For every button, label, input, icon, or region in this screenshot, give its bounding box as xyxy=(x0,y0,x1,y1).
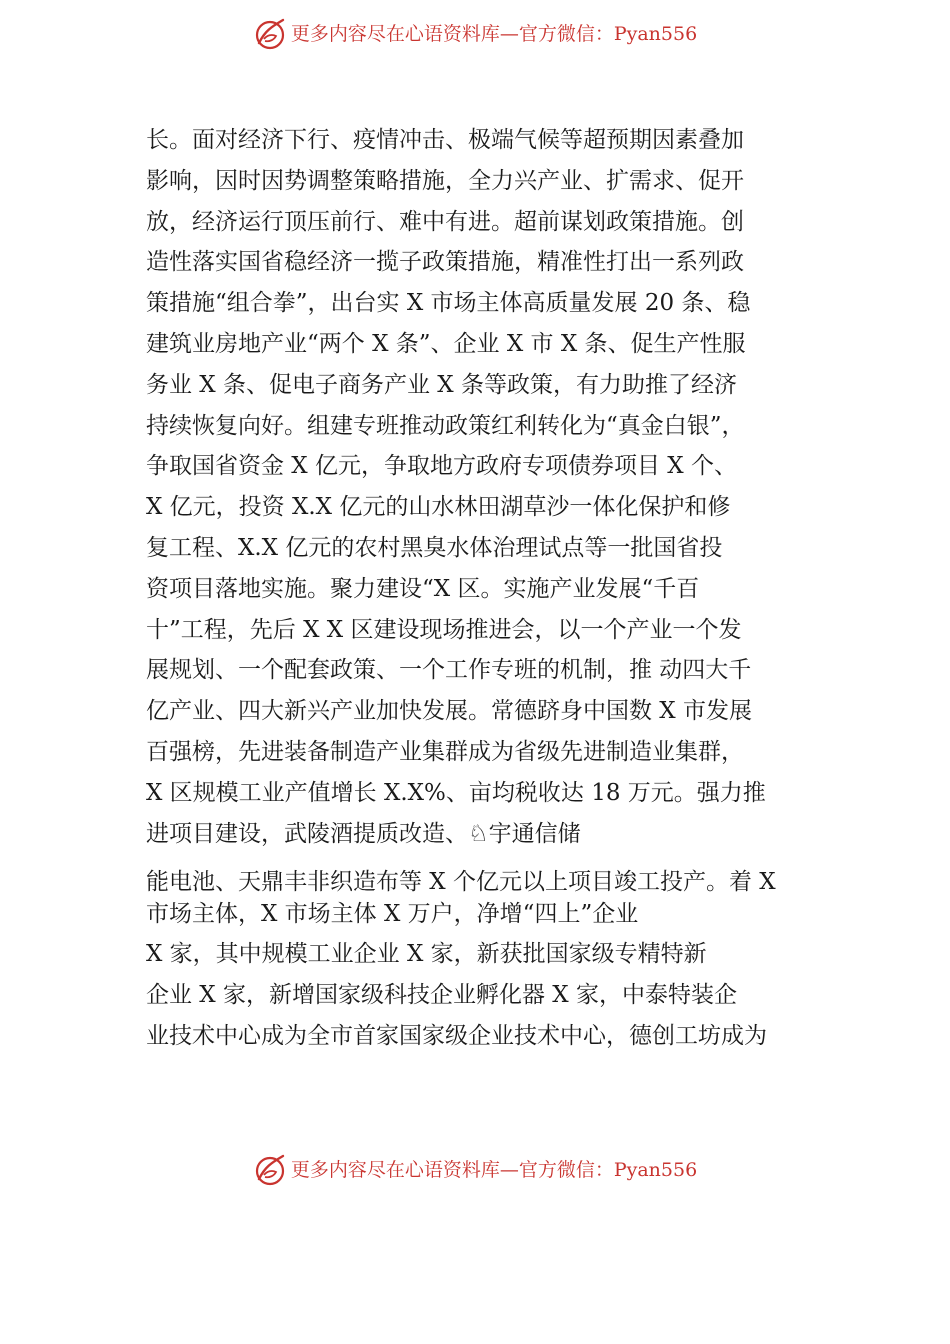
watermark-text: 更多内容尽在心语资料库—官方微信：Pyan556 xyxy=(290,1158,698,1181)
text-line: 长。面对经济下行、疫情冲击、极端气候等超预期因素叠加 xyxy=(146,127,744,153)
watermark-text: 更多内容尽在心语资料库—官方微信：Pyan556 xyxy=(290,22,698,45)
text-line: 建筑业房地产业“两个 X 条”、企业 X 市 X 条、促生产性服 xyxy=(146,330,746,357)
text-line: 造性落实国省稳经济一揽子政策措施，精准性打出一系列政 xyxy=(146,249,744,276)
text-line: 复工程、X.X 亿元的农村黑臭水体治理试点等一批国省投 xyxy=(146,534,723,561)
header-watermark xyxy=(0,14,950,54)
text-line: 放，经济运行顶压前行、难中有进。超前谋划政策措施。创 xyxy=(146,208,744,235)
text-line: 市场主体，X 市场主体 X 万户，净增“四上”企业 xyxy=(146,901,639,928)
text-line: 百强榜，先进装备制造产业集群成为省级先进制造业集群， xyxy=(146,738,744,765)
text-line: 亿产业、四大新兴产业加快发展。常德跻身中国数 X 市发展 xyxy=(146,698,752,725)
text-line: 进项目建设，武陵酒提质改造、♘宇通信储 xyxy=(146,820,581,847)
text-line: 能电池、天鼎丰非织造布等 X 个亿元以上项目竣工投产。着 X xyxy=(146,869,776,896)
text-line: 业技术中心成为全市首家国家级企业技术中心，德创工坊成为 xyxy=(146,1022,767,1049)
footer-watermark xyxy=(0,1150,950,1190)
text-line: 十”工程，先后 X X 区建设现场推进会，以一个产业一个发 xyxy=(146,616,742,643)
sign-pen-circle-icon xyxy=(253,17,287,51)
text-line: 展规划、一个配套政策、一个工作专班的机制，推 动四大千 xyxy=(146,657,752,684)
text-line: 务业 X 条、促电子商务产业 X 条等政策，有力助推了经济 xyxy=(146,371,737,398)
text-line: 持续恢复向好。组建专班推动政策红利转化为“真金白银”， xyxy=(146,412,745,439)
text-line: 资项目落地实施。聚力建设“X 区。实施产业发展“千百 xyxy=(146,575,700,602)
text-line: X 区规模工业产值增长 X.X%、亩均税收达 18 万元。强力推 xyxy=(146,779,766,806)
document-body xyxy=(146,120,816,1057)
text-line: 争取国省资金 X 亿元，争取地方政府专项债券项目 X 个、 xyxy=(146,453,737,480)
text-line: 策措施“组合拳”，出台实 X 市场主体高质量发展 20 条、稳 xyxy=(146,290,751,317)
sign-pen-circle-icon xyxy=(253,1153,287,1187)
text-line: 影响，因时因势调整策略措施，全力兴产业、扩需求、促开 xyxy=(146,167,744,194)
text-line: 企业 X 家，新增国家级科技企业孵化器 X 家，中泰特装企 xyxy=(146,982,737,1009)
text-line: X 亿元，投资 X.X 亿元的山水林田湖草沙一体化保护和修 xyxy=(146,494,731,521)
text-line: X 家，其中规模工业企业 X 家，新获批国家级专精特新 xyxy=(146,941,707,968)
